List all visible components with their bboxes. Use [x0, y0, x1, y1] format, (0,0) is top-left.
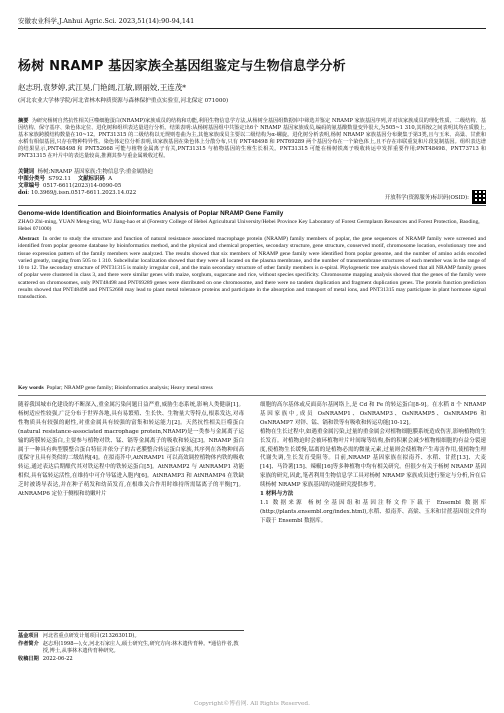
qr-code-icon[interactable] — [472, 190, 486, 204]
received-date-value: 2022-06-22 — [42, 655, 73, 662]
divider — [18, 205, 486, 206]
journal-header: 安徽农业科学,J.Anhui Agric.Sci. 2023,51(14):90-94,141 — [18, 17, 195, 25]
article-no-line — [18, 183, 486, 190]
english-keywords-text: Poplar; NRAMP gene family; Bioinformatics analysis; Heavy metal stress — [46, 385, 213, 391]
body-left-column — [18, 401, 244, 499]
doi-label: doi — [18, 190, 28, 196]
author-list: 赵志玥,袁梦婷,武江昊,门艳阔,江敏,顾丽姣,王连茂* — [18, 83, 187, 92]
doi-value[interactable]: 10.3969/j.issn.0517-6611.2023.14.022 — [30, 190, 137, 196]
english-abstract-text: In order to study the structure and function of natural resistance associated macrophage protein (NRAMP) family members of poplar, the gene sequences of NRAMP family were screened and identified from poplar genome database by bioinformatics method, and the physical and chemical properties, secondary structure, gene structure, conserved motif, chromosome location, evolutionary tree and tissue expression pattern of the family members were analyzed. The results showed that six members of NRAMP gene family were identified from poplar genome, and the number of amino acids encoded varied greatly, ranging from 505 to 1 310. Subcellular localization showed that they were all located on the plasma membrane, and the number of transmembrane structures of each member was in the range of 10 to 12. The secondary structure of PNT31315 is mainly irregular coil, and the main secondary structure of other family members is α-spiral. Phylogenetic tree analysis showed that all NRAMP family genes of poplar were clustered in class 3, and there were similar genes with maize, sorghum, sugarcane and rice, without species specificity. Chromosome mapping analysis showed that the genes of the family were scattered on chromosomes, only PNT48498 and PNT69289 genes were distributed on one chromosome, and there were no tandem duplication and fragment duplication genes. The protein function prediction results showed that PNT48498 and PNT52668 may lead to plant metal tolerance proteins and participate in the absorption and transport of metal ions, and PNT31315 may participate in plant hormone signal transduction. — [18, 236, 486, 301]
abstract-cn-text: 为研究杨树自然抗性相关巨噬细胞蛋白(NRAMP)家族成员的结构和功能,利用生物信息学方法,从杨树全基因组数据库中筛选并鉴定 NRAMP 家族基因序列,并对该家族成员的理化性质、二级结构、基因结构、保守基序、染色体定位、进化树和组织表达量进行分析。结果表明:从杨树基因组中共鉴定出6个 NRAMP 基因家族成员,编码的氨基酸数量变异很大,为505~1 310,其相较之间表明其均在质膜上,基本家族跨膜结构数量在10~12。PNT31315 的二级结构以无规则卷曲为主,其他家族成员主要以二级结构为α-螺旋。进化树分析表明,杨树 NRAMP 家族基因分布聚集于第3类,且与玉米、高粱、甘蔗和水稻有相似基因,只存在物种特异性。染色体定位分析表明,该家族基因在染色体上分散分布,只有 PNT48498 和 PNT69289 两个基因分布在一个染色体上,且不存在串联重复和片段复制基因。组织表达谱的结果显示,PNT48498 和 PNT52668 可能与植物金属离子有关,PNT31315 与植物基因的生殖生长相关。PNT31315 可能在杨树铁离子吸收转运中发挥重要作用;PNT48498、PNT73713 和 PNT31315 在叶片中的表达量较高,推测其参与重金属吸收过程。 — [18, 118, 486, 159]
section-text: 1.1 数据来源 杨树全基因组和基因注释文件下载于 Ensembl 数据库(http://plants.ensembl.org/index.html),水稻、拟南芥、高粱、玉米和甘蔗基因组文件均下载于 Ensembl 数据库。 — [260, 499, 486, 524]
keywords-cn — [18, 169, 486, 176]
doc-code-value: A — [108, 176, 113, 182]
english-keywords — [18, 385, 486, 391]
abstract-cn-label: 摘要 — [18, 118, 29, 124]
doc-code-label: 文献标识码 — [77, 176, 105, 182]
author-info-label: 作者简介 — [18, 640, 39, 647]
body-right-column — [260, 401, 486, 526]
english-keywords-label: Key words — [18, 385, 44, 391]
fund-label: 基金项目 — [18, 633, 39, 639]
article-no-value: 0517-6611(2023)14-0090-05 — [43, 183, 122, 189]
abstract-cn — [18, 118, 486, 160]
clc-label: 中图分类号 — [18, 176, 45, 182]
english-abstract-label: Abstract — [18, 236, 39, 242]
english-title: Genome-wide Identification and Bioinformatics Analysis of Poplar NRAMP Gene Family — [18, 210, 284, 217]
clc-value: S792.11 — [48, 176, 71, 182]
footnote — [18, 630, 244, 663]
fund-text: 河北省重点研发计划项目(21326301D)。 — [42, 633, 140, 639]
osid — [385, 190, 486, 204]
body-right-text: 细胞的高尔基体或反面高尔基网络上,是 Cd 和 Fe 的转运蛋白[8-9]。在水稻 8 个 NRAMP 基因家族中,成员 OsNRAMP1、OsNRAMP3、OsNRAMP5、OsNRAMP6 和 OsNRAMP7 对锌、锰、镉和铁等有吸收和转运功能[10-12]。 植物在生长过程中,如遇重金属污染,过量的重金属会对植物细胞膜系统造成伤害,影响植物的生长发育。对植物迫时会被环植物叶片叶间缘等结构,指的积累会减少植物根细胞的有益分裂速度,使植物生长缓慢,锰离的是植物必需的微量元素,过量则会使植物产生毒害作用,使植物生理代谢失调,生长发育受阻等。目前,NRAMP 基因家族在拟南芥、水稻、甘蔗[13]、大麦[14]、马铃薯[15]、辣椒[16]等多种植物中均有相关研究。但很少有关于杨树 NRAMP 基因家族的研究,因此,笔者利用生物信息学工具对杨树 NRAMP 家族成员进行鉴定与分析,旨在后续杨树 NRAMP 家族基因的功能研究提供参考。 — [260, 402, 486, 489]
keywords-cn-label: 关键词 — [18, 169, 35, 175]
keywords-cn-text: 杨树;NRAMP 基因家族;生物信息学;重金属胁迫 — [37, 169, 153, 175]
copyright-watermark: Copyright©博看网. All Rights Reserved. — [194, 701, 310, 707]
affiliation: (河北农业大学林学院/河北省林木种质资源与森林保护重点实验室,河北保定 071000) — [18, 98, 229, 104]
section-heading: 1 材料与方法 — [260, 491, 294, 498]
body-left-text: 随着我国城市化建设的不断深入,重金属污染问题日益严重,威胁生态系统,影响人类健康[1]。杨树适应性较强,广泛分布于世界各地,具有易繁殖、生长快、生物量大等特点,根系发达,对毒性物质具有较强的耐性,对重金属具有较强的富集和转运能力[2]。天然抗性相关巨噬蛋白(natural resistance-associated macrophage protein,NRAMP)是一类参与金属离子运输的跨膜转运蛋白,主要参与植物对铁、锰、镉等金属离子的吸收和转运[3]。NRAMP 蛋白属于一种具有典型膜整合蛋白特征并依分子的古老膜整合转运蛋白家族,其序列在各物种间高度保守且具有类似的二级结构[4]。在拟南芥中,AtNRAMP1 可以高效调控植物体内铁的吸收转运,通过表达后期酿代其对铁运程中的铁转运蛋白[5]。AtNRAMP2 与 AtNRAMP1 功能相似,具有锰转运活性,在维持中可介导锰进入胞内[6]。AtNRAMP3 和 AtNRAMP4 在铁缺乏时被诱导表达,并在种子萌发和幼苗发育,在根维关合作用时维持所需锰离子的平衡[7]。AtNRAMP6 定位于侧根和幼嫩叶片 — [18, 402, 244, 498]
received-date-label: 收稿日期 — [18, 655, 39, 662]
paper-title: 杨树 NRAMP 基因家族全基因组鉴定与生物信息学分析 — [18, 59, 346, 74]
osid-label: 开放科学(资源服务)标识码(OSID): — [384, 195, 469, 201]
english-abstract — [18, 236, 486, 302]
clc-line — [18, 176, 486, 183]
article-no-label: 文章编号 — [18, 183, 40, 189]
divider — [18, 395, 486, 396]
author-info-text: 赵志玥(1998—),女,河北石家庄人,硕士研究生,研究方向:林木遗传育种。*通信作者,教授,博士,从事林木遗传育种研究。 — [42, 640, 239, 654]
header-rule — [18, 28, 486, 29]
doi-line: doi: 10.3969/j.issn.0517-6611.2023.14.022 — [18, 190, 137, 196]
english-authors: ZHAO Zhi-ming, YUAN Meng-ting, WU Jiang-hao et al (Forestry College of Hebei Agricultural University/Hebei Province Key Laboratory of Forest Germplasm Resources and Forest Protection, Baoding, Hebei 071000) — [18, 219, 480, 232]
